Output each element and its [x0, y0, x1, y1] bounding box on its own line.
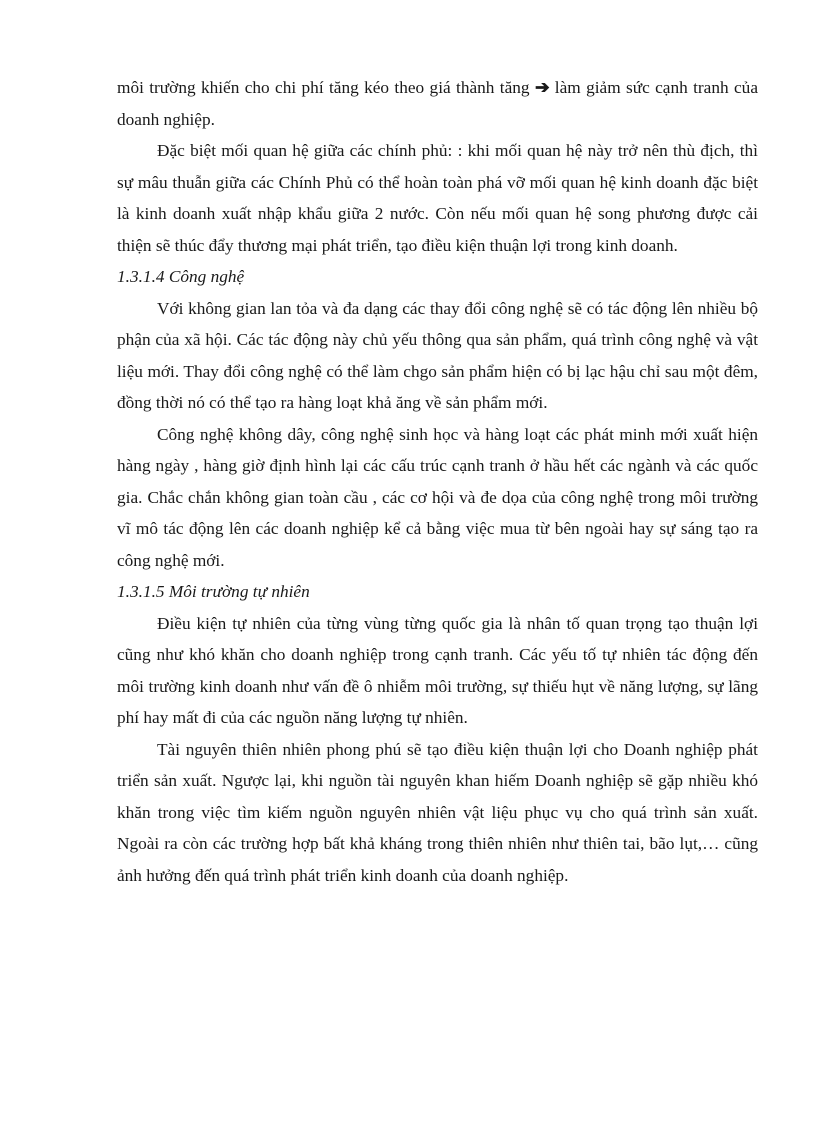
paragraph-natural-conditions: Điều kiện tự nhiên của từng vùng từng quốc gia là nhân tố quan trọng tạo thuận lợi cũng như khó khăn cho doanh nghiệp trong cạnh tranh. Các yếu tố tự nhiên tác động đến môi trường kinh doanh như vấn đề ô nhiễm môi trường, sự thiếu hụt về năng lượng, sự lãng phí hay mất đi của các nguồn năng lượng tự nhiên. [117, 613, 758, 727]
paragraph-text-before-arrow: môi trường khiến cho chi phí tăng kéo theo giá thành tăng [117, 78, 530, 97]
section-heading-technology: 1.3.1.4 Công nghệ [117, 267, 245, 286]
paragraph-technology-impact: Với không gian lan tỏa và đa dạng các thay đổi công nghệ sẽ có tác động lên nhiều bộ phận của xã hội. Các tác động này chủ yếu thông qua sản phẩm, quá trình công nghệ và vật liệu mới. Thay đổi công nghệ có thể làm chgo sản phẩm hiện có bị lạc hậu chỉ sau một đêm, đồng thời nó có thể tạo ra hàng loạt khả ăng về sản phẩm mới. [117, 298, 758, 412]
paragraph-wireless-biotech: Công nghệ không dây, công nghệ sinh học và hàng loạt các phát minh mới xuất hiện hàng ngày , hàng giờ định hình lại các cấu trúc cạnh tranh ở hầu hết các ngành và các quốc gia. Chắc chắn không gian toàn cầu , các cơ hội và đe dọa của công nghệ trong môi trường vĩ mô tác động lên các doanh nghiệp kể cả bằng việc mua từ bên ngoài hay sự sáng tạo ra công nghệ mới. [117, 424, 758, 570]
right-arrow-icon: ➔ [534, 78, 550, 97]
document-page [117, 72, 758, 891]
paragraph-natural-resources: Tài nguyên thiên nhiên phong phú sẽ tạo điều kiện thuận lợi cho Doanh nghiệp phát triển sản xuất. Ngược lại, khi nguồn tài nguyên khan hiếm Doanh nghiệp sẽ gặp nhiều khó khăn trong việc tìm kiếm nguồn nguyên nhiên vật liệu phục vụ cho quá trình sản xuất. Ngoài ra còn các trường hợp bất khả kháng trong thiên nhiên như thiên tai, bão lụt,… cũng ảnh hưởng đến quá trình phát triển kinh doanh của doanh nghiệp. [117, 739, 758, 885]
section-heading-natural-environment: 1.3.1.5 Môi trường tự nhiên [117, 582, 310, 601]
paragraph-text-after-arrow: làm giảm sức cạnh tranh của doanh nghiệp. [117, 78, 758, 129]
paragraph-government-relations: Đặc biệt mối quan hệ giữa các chính phủ: : khi mối quan hệ này trở nên thù địch, thì sự mâu thuẫn giữa các Chính Phủ có thể hoàn toàn phá vỡ mối quan hệ kinh doanh đặc biệt là kinh doanh xuất nhập khẩu giữa 2 nước. Còn nếu mối quan hệ song phương được cải thiện sẽ thúc đẩy thương mại phát triển, tạo điều kiện thuận lợi trong kinh doanh. [117, 141, 758, 255]
paragraph-cost-increase [117, 72, 758, 135]
